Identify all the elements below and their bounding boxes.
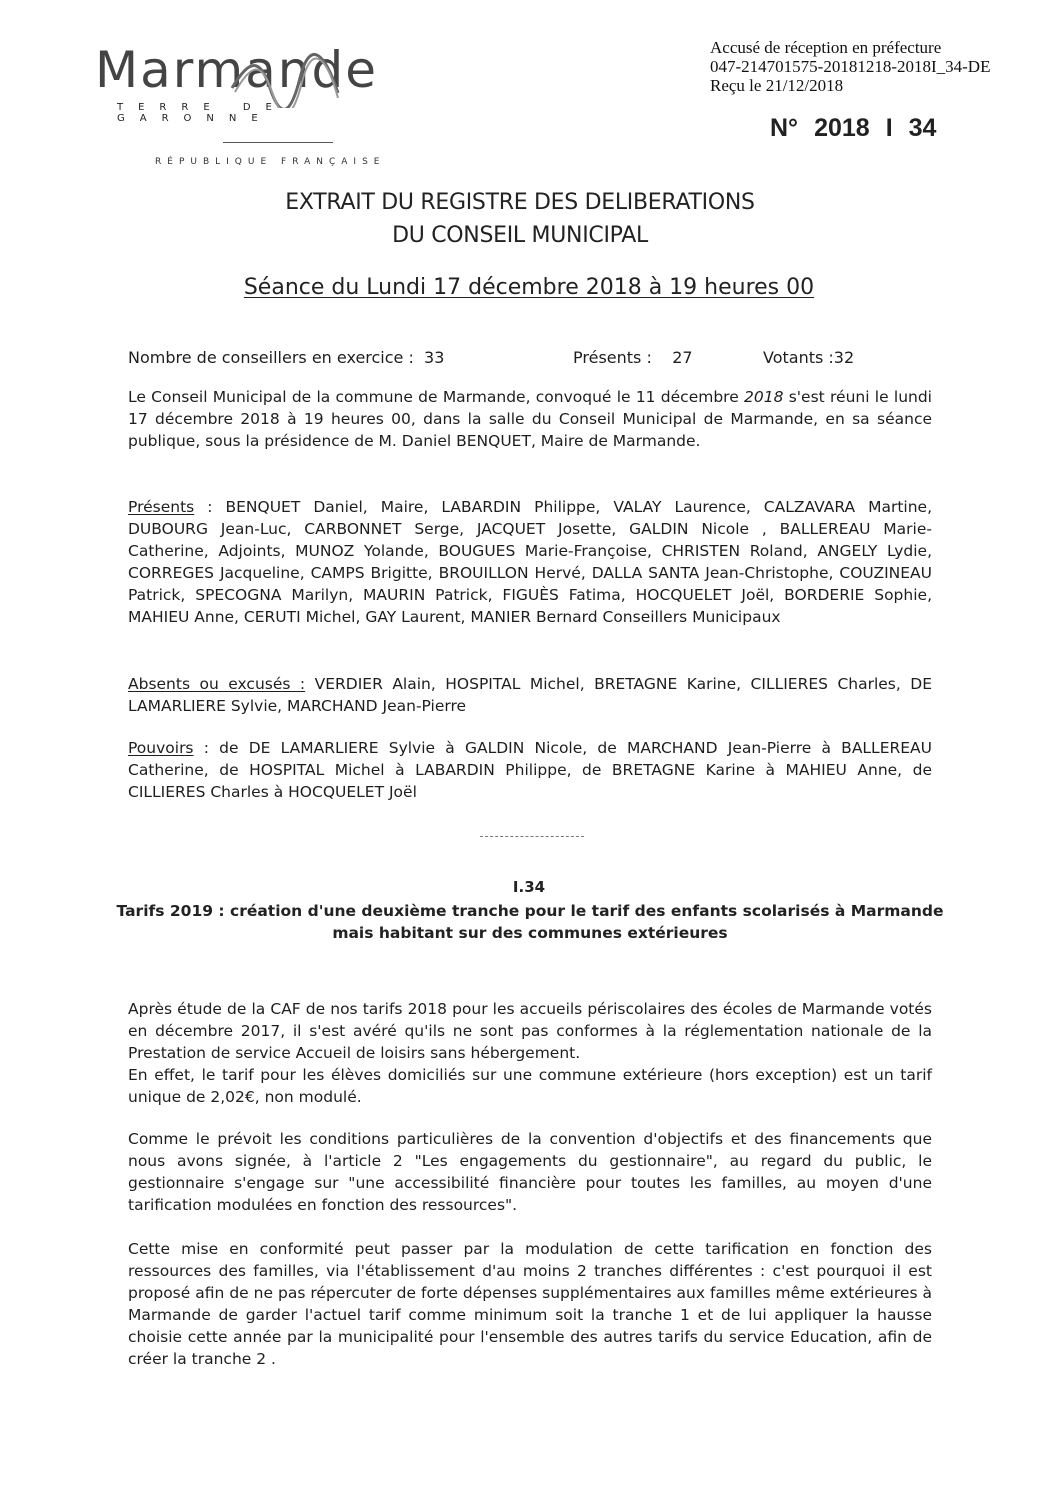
- absents-list: VERDIER Alain, HOSPITAL Michel, BRETAGNE Karine, CILLIERES Charles, DE LAMARLIERE Sylvie, MARCHAND Jean-Pierre: [128, 675, 932, 715]
- subject-line-2: mais habitant sur des communes extérieures: [332, 924, 728, 942]
- stamp-line-3: Reçu le 21/12/2018: [710, 76, 844, 95]
- republic-label: RÉPUBLIQUE FRANÇAISE: [155, 157, 386, 167]
- absents-label: Absents ou excusés :: [128, 675, 306, 693]
- number-year: 2018: [814, 114, 870, 142]
- number-prefix: N°: [770, 114, 799, 142]
- body-paragraph-1: [128, 998, 932, 1108]
- pouvoirs-paragraph: [128, 737, 932, 803]
- presents-paragraph: [128, 496, 932, 628]
- deliberation-reference: I.34: [512, 878, 546, 896]
- deliberation-subject: [110, 900, 950, 944]
- body-paragraph-1b: En effet, le tarif pour les élèves domiciliés sur une commune extérieure (hors exception) est un tarif unique de 2,02€, non modulé.: [128, 1066, 932, 1106]
- pouvoirs-label: Pouvoirs: [128, 739, 194, 757]
- document-title-line-1: EXTRAIT DU REGISTRE DES DELIBERATIONS: [285, 190, 755, 215]
- intro-year: 2018: [744, 388, 784, 406]
- body-paragraph-2: Comme le prévoit les conditions particulières de la convention d'objectifs et des financements que nous avons signée, à l'article 2 "Les engagements du gestionnaire", au regard du public, le gestionnaire s'engage sur "une accessibilité financière pour toutes les familles, au moyen d'une tarification modulées en fonction des ressources".: [128, 1130, 932, 1214]
- garonne-wave-icon: [230, 48, 340, 108]
- body-paragraph-1a: Après étude de la CAF de nos tarifs 2018 pour les accueils périscolaires des écoles de Marmande votés en décembre 2017, il s'est avéré qu'ils ne sont pas conformes à la réglementation nationale de la Prestation de service Accueil de loisirs sans hébergement.: [128, 1000, 932, 1062]
- count-presents-value: 27: [672, 348, 693, 367]
- logo-wordmark: Marmande: [95, 41, 378, 99]
- count-exercice-value: 33: [424, 348, 445, 367]
- logo-tagline: TERRE DE GARONNE: [117, 102, 287, 124]
- body-paragraph-3: Cette mise en conformité peut passer par la modulation de cette tarification en fonction des ressources des familles, via l'établissement d'au moins 2 tranches différentes : c'est pourquoi il est proposé afin de ne pas répercuter de forte dépenses supplémentaires aux familles même extérieures à Marmande de garder l'actuel tarif comme minimum soit la tranche 1 et de lui appliquer la hausse choisie cette année par la municipalité pour l'ensemble des autres tarifs du service Education, afin de créer la tranche 2 .: [128, 1240, 932, 1368]
- session-date: [0, 275, 1058, 300]
- count-presents: [573, 347, 763, 369]
- subject-line-1: Tarifs 2019 : création d'une deuxième tranche pour le tarif des enfants scolarisés à Marmande: [116, 902, 944, 920]
- count-votants: [763, 347, 854, 369]
- document-title-line-2: DU CONSEIL MUNICIPAL: [392, 223, 648, 248]
- deliberation-number: [770, 114, 952, 143]
- logo-divider: [223, 142, 333, 143]
- section-separator: [480, 836, 584, 837]
- count-votants-value: 32: [833, 348, 855, 367]
- stamp-line-1: Accusé de réception en préfecture: [710, 38, 942, 57]
- presents-label: Présents: [128, 498, 195, 516]
- council-counts: [128, 347, 932, 369]
- count-exercice: [128, 347, 573, 369]
- marmande-logo: [95, 42, 415, 167]
- number-series: I: [885, 114, 893, 142]
- number-value: 34: [908, 114, 937, 142]
- count-exercice-label: Nombre de conseillers en exercice :: [128, 348, 414, 367]
- intro-text-2: s'est réuni le lundi 17 décembre 2018 à 19 heures 00, dans la salle du Conseil Municipal de Marmande, en sa séance publique, sous la présidence de M. Daniel BENQUET, Maire de Marmande.: [128, 388, 932, 450]
- intro-paragraph: [128, 386, 932, 452]
- absents-paragraph: [128, 673, 932, 717]
- intro-text-1: Le Conseil Municipal de la commune de Marmande, convoqué le 11 décembre: [128, 388, 744, 406]
- prefecture-receipt-stamp: [710, 38, 990, 95]
- stamp-line-2: 047-214701575-20181218-2018I_34-DE: [710, 57, 991, 76]
- pouvoirs-list: : de DE LAMARLIERE Sylvie à GALDIN Nicole, de MARCHAND Jean-Pierre à BALLEREAU Catherine, de HOSPITAL Michel à LABARDIN Philippe, de BRETAGNE Karine à MAHIEU Anne, de CILLIERES Charles à HOCQUELET Joël: [128, 739, 932, 801]
- session-date-text: Séance du Lundi 17 décembre 2018 à 19 heures 00: [243, 275, 815, 300]
- count-presents-label: Présents :: [573, 348, 652, 367]
- presents-list: : BENQUET Daniel, Maire, LABARDIN Philippe, VALAY Laurence, CALZAVARA Martine, DUBOURG Jean-Luc, CARBONNET Serge, JACQUET Josette, GALDIN Nicole , BALLEREAU Marie-Catherine, Adjoints, MUNOZ Yolande, BOUGUES Marie-Françoise, CHRISTEN Roland, ANGELY Lydie, CORREGES Jacqueline, CAMPS Brigitte, BROUILLON Hervé, DALLA SANTA Jean-Christophe, COUZINEAU Patrick, SPECOGNA Marilyn, MAURIN Patrick, FIGUÈS Fatima, HOCQUELET Joël, BORDERIE Sophie, MAHIEU Anne, CERUTI Michel, GAY Laurent, MANIER Bernard Conseillers Municipaux: [128, 498, 932, 626]
- count-votants-label: Votants :: [763, 348, 834, 367]
